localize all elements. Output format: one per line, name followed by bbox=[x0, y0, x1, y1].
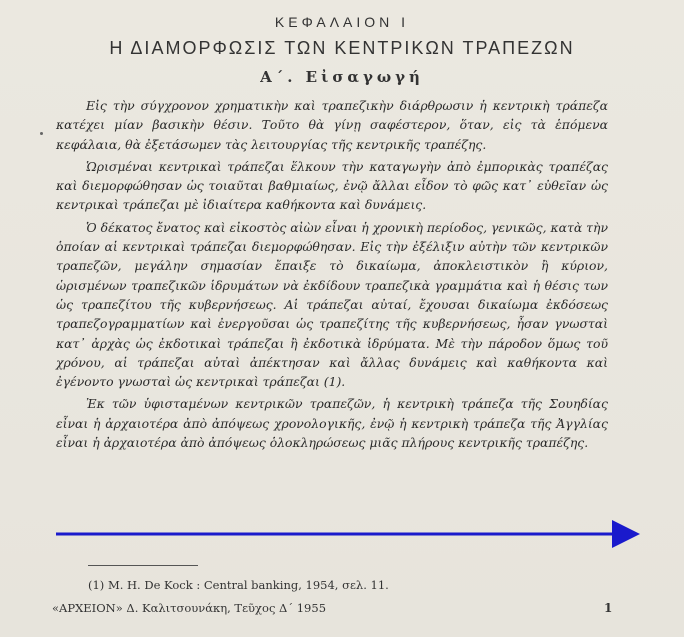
journal-footer: «ΑΡΧΕΙΟΝ» Δ. Καλιτσουνάκη, Τεῦχος Δ΄ 1955 bbox=[52, 601, 327, 615]
page-number: 1 bbox=[604, 601, 613, 615]
footnote-divider bbox=[88, 565, 198, 566]
paragraph: Εἰς τὴν σύγχρονον χρηματικὴν καὶ τραπεζικὴν διάρθρωσιν ἡ κεντρικὴ τράπεζα κατέχει μίαν βασικὴν θέσιν. Τοῦτο θὰ γίνῃ σαφέστερον, ὅταν, εἰς τὰ ἑπόμενα κεφάλαια, θὰ ἐξετάσωμεν τὰς λειτουργίας τῆς κεντρικῆς τραπέζης. bbox=[56, 98, 608, 152]
chapter-heading: ΚΕΦΑΛΑΙΟΝ Ι bbox=[274, 14, 410, 30]
footnote: (1) M. H. De Kock : Central banking, 1954, σελ. 11. bbox=[88, 578, 389, 592]
arrow-head bbox=[612, 520, 640, 548]
section-subtitle: Α΄. Εἰσαγωγή bbox=[260, 68, 424, 86]
body-text bbox=[56, 96, 608, 455]
chapter-title: Η ΔΙΑΜΟΡΦΩΣΙΣ ΤΩΝ ΚΕΝΤΡΙΚΩΝ ΤΡΑΠΕΖΩΝ bbox=[109, 38, 575, 58]
speck bbox=[40, 132, 43, 135]
paragraph: Ὡρισμέναι κεντρικαὶ τράπεζαι ἕλκουν τὴν καταγωγὴν ἀπὸ ἐμπορικὰς τραπέζας καὶ διεμορφώθησαν ὡς τοιαῦται βαθμιαίως, ἐνῷ ἄλλαι εἶδον τὸ φῶς κατ᾽ εὐθεῖαν ὡς κεντρικαὶ τράπεζαι μὲ ἰδιαίτερα καθήκοντα καὶ δυνάμεις. bbox=[56, 158, 608, 213]
paragraph: Ἐκ τῶν ὑφισταμένων κεντρικῶν τραπεζῶν, ἡ κεντρικὴ τράπεζα τῆς Σουηδίας εἶναι ἡ ἀρχαιοτέρα ἀπὸ ἀπόψεως χρονολογικῆς, ἐνῷ ἡ κεντρικὴ τράπεζα τῆς Ἀγγλίας εἶναι ἡ ἀρχαιοτέρα ἀπὸ ἀπόψεως ὁλοκληρώσεως μιᾶς πλήρους κεντρικῆς τραπέζης. bbox=[56, 396, 608, 451]
paragraph: Ὁ δέκατος ἔνατος καὶ εἰκοστὸς αἰὼν εἶναι ἡ χρονικὴ περίοδος, γενικῶς, κατὰ τὴν ὁποίαν αἱ κεντρικαὶ τράπεζαι διεμορφώθησαν. Εἰς τὴν ἐξέλιξιν αὐτὴν τῶν κεντρικῶν τραπεζῶν, μεγάλην σημασίαν ἔπαιξε τὸ δικαίωμα, ἀποκλειστικὸν ἢ κύριον, ὡρισμένων τραπεζικῶν ἱδρυμάτων νὰ ἐκδίδουν τραπεζικὰ γραμμάτια καὶ ἡ θέσις των ὡς τραπεζίτου τῆς κυβερνήσεως. Αἱ τράπεζαι αὐταί, ἔχουσαι δικαίωμα ἐκδόσεως τραπεζογραμματίων καὶ ἐνεργοῦσαι ὡς τραπεζίτης τῆς κυβερνήσεως, ἦσαν γνωσταὶ κατ᾽ ἀρχὰς ὡς ἐκδοτικαὶ τράπεζαι ἢ ἐκδοτικὰ ἱδρύματα. Μὲ τὴν πάροδον ὅμως τοῦ χρόνου, αἱ τράπεζαι αὐταὶ ἀπέκτησαν καὶ ἄλλας δυνάμεις καὶ καθήκοντα καὶ ἐγένοντο γνωσταὶ ὡς κεντρικαὶ τράπεζαι (1). bbox=[56, 219, 608, 390]
